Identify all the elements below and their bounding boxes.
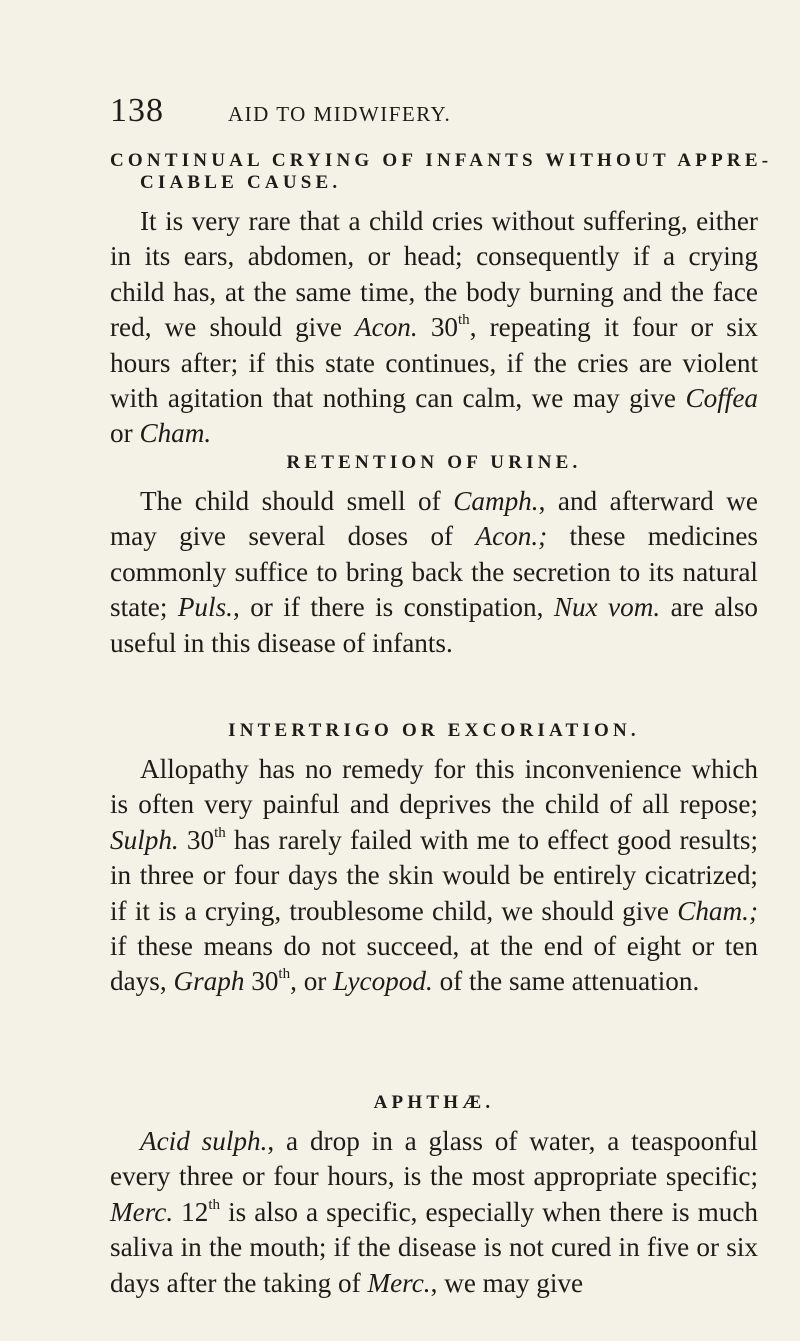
page-number: 138 <box>110 92 164 129</box>
section-heading: RETENTION OF URINE. <box>286 452 582 473</box>
section-heading <box>110 150 773 194</box>
text-run: 30 <box>178 824 215 855</box>
section-paragraph <box>110 204 758 452</box>
section-intertrigo <box>110 720 758 1000</box>
text-run: these medicines commonly suffice to bring back the secretion to its natural state; <box>110 521 758 623</box>
text-run: , we may give <box>430 1267 584 1298</box>
section-paragraph <box>110 752 758 1000</box>
section-heading: APHTHÆ. <box>373 1092 495 1113</box>
remedy-name: Merc. <box>110 1196 174 1227</box>
remedy-name: Nux vom. <box>553 592 661 623</box>
text-run: is also a specific, especially when there is much saliva in the mouth; if the disease is not cured in five or six days after the taking of <box>110 1196 759 1298</box>
text-run: or <box>110 418 140 449</box>
text-run: , and afterward we may give several doses of <box>110 486 758 552</box>
text-run: Allopathy has no remedy for this inconvenience which is often very painful and deprives the child of all repose; <box>110 754 758 820</box>
text-run: if these means do not succeed, at the end of eight or ten days, <box>110 931 758 997</box>
text-run: 30 <box>244 966 279 997</box>
text-run: , or <box>290 966 334 997</box>
remedy-name: Graph <box>173 966 245 997</box>
text-run: , or if there is constipation, <box>232 592 554 623</box>
text-run: , repeating it four or six hours after; if this state continues, if the cries are violent with agitation that nothing can calm, we may give <box>110 312 759 414</box>
section-heading: INTERTRIGO OR EXCORIATION. <box>228 720 640 741</box>
remedy-name: Camph. <box>453 486 539 516</box>
text-run: 30 <box>417 312 459 343</box>
section-heading-line-1: CONTINUAL CRYING OF INFANTS WITHOUT APPRE- <box>110 150 773 171</box>
remedy-name: Sulph. <box>110 824 179 855</box>
section-aphthae <box>110 1092 758 1301</box>
remedy-name: Acon. <box>355 312 418 343</box>
text-run: has rarely failed with me to effect good results; in three or four days the skin would be entirely cicatrized; if it is a crying, troublesome child, we should give <box>110 824 759 926</box>
remedy-name: Merc. <box>367 1267 431 1298</box>
superscript: th <box>458 312 470 329</box>
text-run: The child should smell of <box>140 486 454 516</box>
text-run: are also useful in this disease of infants. <box>110 592 758 658</box>
section-retention-of-urine <box>110 452 758 661</box>
remedy-name: Coffea <box>685 383 758 414</box>
remedy-name: Lycopod. <box>333 966 433 997</box>
superscript: th <box>278 966 291 983</box>
section-paragraph <box>110 1124 758 1301</box>
remedy-name: Cham.; <box>677 895 758 926</box>
remedy-name: Acon.; <box>475 521 548 552</box>
superscript: th <box>208 1196 221 1213</box>
superscript: th <box>214 824 226 841</box>
section-paragraph <box>110 484 758 661</box>
text-run: of the same attenuation. <box>432 966 700 997</box>
text-run: 12 <box>173 1196 209 1227</box>
text-run: It is very rare that a child cries without suffering, either in its ears, abdomen, or head; consequently if a crying child has, at the same time, the body burning and the face red, we should give <box>110 206 758 343</box>
remedy-name: Cham. <box>139 418 212 449</box>
section-heading-line-2: CIABLE CAUSE. <box>140 172 342 193</box>
section-continual-crying <box>110 150 773 452</box>
running-head <box>110 92 750 132</box>
text-run: , a drop in a glass of water, a teaspoonful every three or four hours, is the most appropriate specific; <box>110 1126 758 1192</box>
remedy-name: Acid sulph. <box>140 1126 268 1156</box>
remedy-name: Puls. <box>177 592 233 623</box>
running-title: AID TO MIDWIFERY. <box>228 102 452 126</box>
